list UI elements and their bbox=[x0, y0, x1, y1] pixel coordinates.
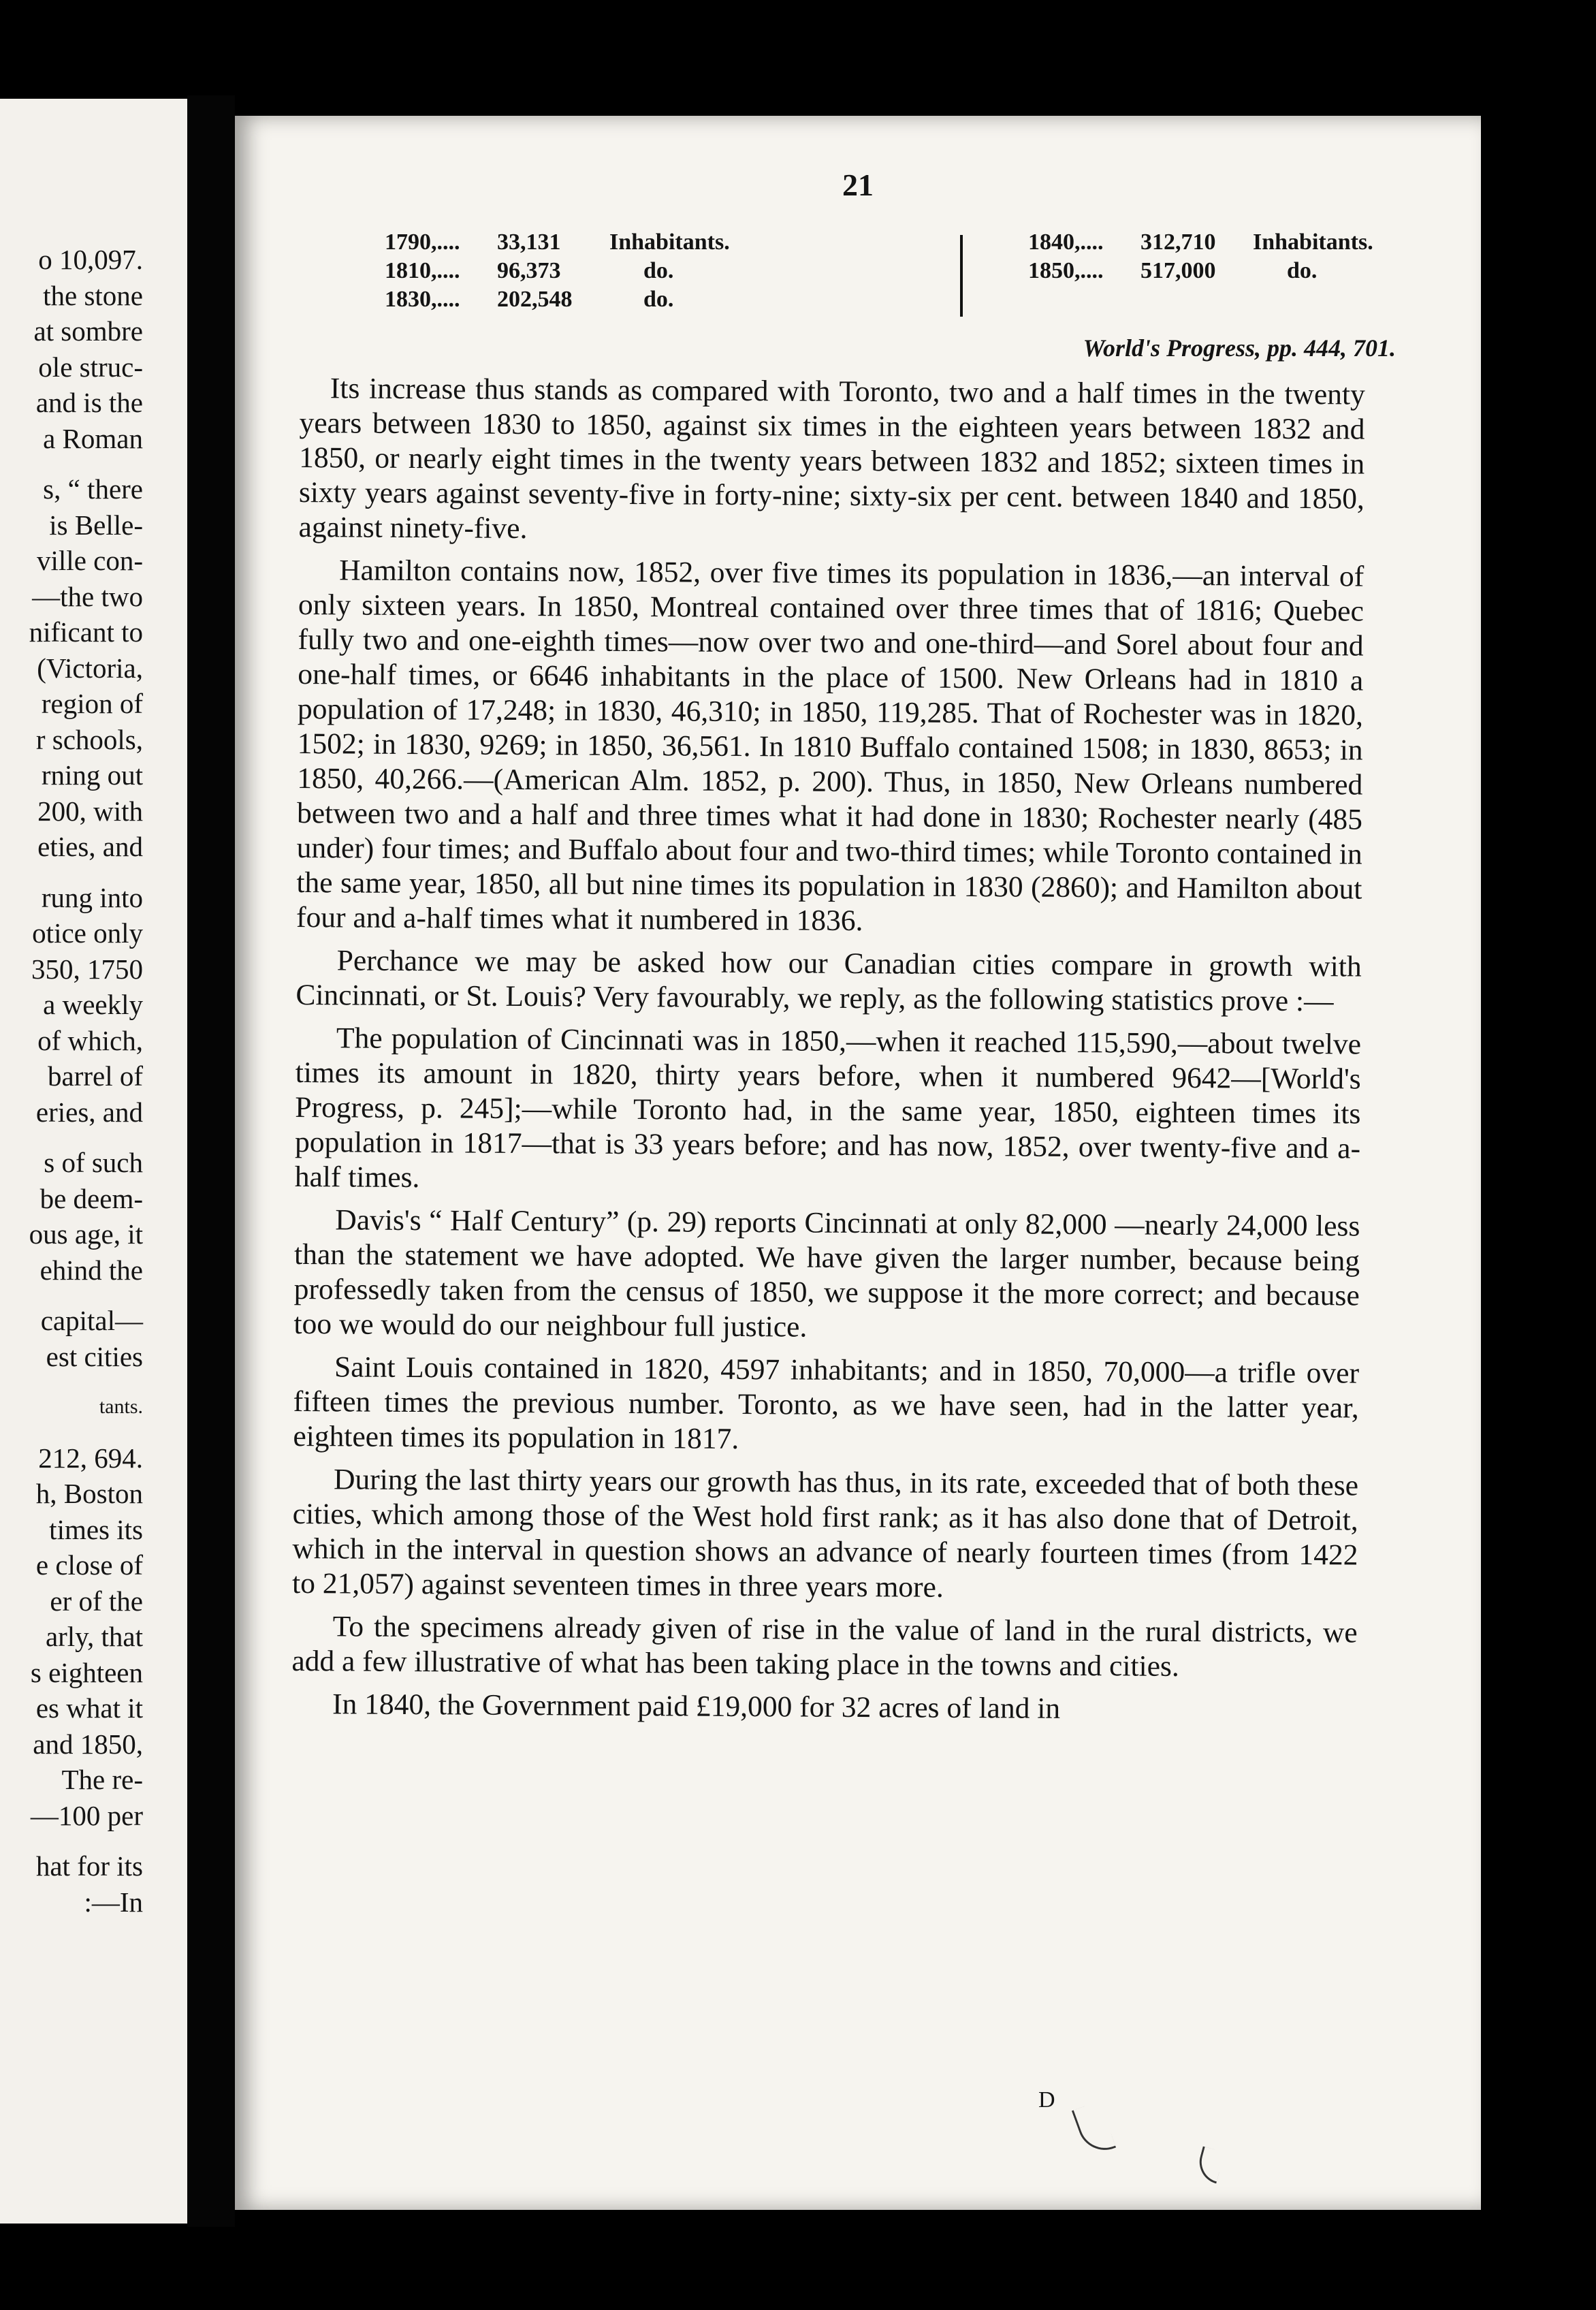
left-page-fragment: 350, 1750 bbox=[31, 953, 143, 985]
left-page-fragment: nificant to bbox=[29, 616, 143, 648]
left-page-fragment: hat for its bbox=[35, 1850, 143, 1882]
citation: World's Progress, pp. 444, 701. bbox=[1083, 334, 1396, 362]
table-year: 1790,.... bbox=[385, 230, 460, 255]
left-page-fragment: tants. bbox=[99, 1395, 143, 1418]
table-row bbox=[1028, 257, 1373, 285]
signature-mark: D bbox=[1038, 2087, 1055, 2113]
left-page-fragment: ville con- bbox=[37, 545, 143, 576]
paragraph: To the specimens already given of rise in the value of land in the rural districts, we add a few illustrative of what has been taking place in the towns and cities. bbox=[291, 1610, 1358, 1683]
table-unit: do. bbox=[643, 287, 674, 312]
left-page-fragment: s, “ there bbox=[43, 473, 143, 505]
left-facing-page bbox=[0, 99, 187, 2224]
left-page-fragment: —100 per bbox=[30, 1799, 143, 1831]
table-year: 1810,.... bbox=[385, 258, 460, 283]
table-unit: do. bbox=[643, 258, 674, 283]
paragraph: Perchance we may be asked how our Canadian cities compare in growth with Cincinnati, or St. Louis? Very favourably, we reply, as the following statistics prove :— bbox=[296, 944, 1362, 1018]
table-value: 33,131 bbox=[497, 230, 561, 255]
left-page-fragment: ole struc- bbox=[38, 351, 143, 383]
left-page-fragment: a Roman bbox=[43, 422, 143, 454]
left-page-fragment: region of bbox=[41, 688, 143, 719]
table-year: 1840,.... bbox=[1028, 230, 1104, 255]
left-page-fragment: 212, 694. bbox=[38, 1442, 143, 1474]
left-page-fragment: h, Boston bbox=[35, 1478, 143, 1509]
left-page-fragment: otice only bbox=[32, 917, 143, 949]
population-table bbox=[385, 228, 1373, 323]
paragraph: During the last thirty years our growth has thus, in its rate, exceeded that of both these cities, which among those of the West hold first rank; as it has also done that of Detroit, which in the interval in question shows an advance of nearly fourteen times (from 1422 to 21,057) against seventeen times in three years more. bbox=[291, 1463, 1359, 1604]
population-table-right bbox=[1028, 228, 1373, 285]
paragraph: Saint Louis contained in 1820, 4597 inhabitants; and in 1850, 70,000—a trifle over fifteen times the previous number. Toronto, as we have seen, had in the latter year, eighteen times its population in 1817. bbox=[293, 1350, 1360, 1455]
paragraph: Its increase thus stands as compared with Toronto, two and a half times in the twenty years between 1830 to 1850, against six times in the eighteen years between 1832 and 1850, or nearly eight times in the twenty years between 1832 and 1852; sixteen times in sixty years against seventy-five in forty-nine; sixty-six per cent. between 1840 and 1850, against ninety-five. bbox=[298, 372, 1365, 545]
left-page-fragment: o 10,097. bbox=[38, 244, 143, 275]
paragraph: Hamilton contains now, 1852, over five times its population in 1836,—an interval of only sixteen years. In 1850, Montreal contained over three times that of 1816; Quebec fully two and one-eighth times—now over two and one-third—and Sorel about four and one-half times, or 6646 inhabitants in the place of 1500. New Orleans had in 1810 a population of 17,248; in 1830, 46,310; in 1850, 119,285. That of Rochester was in 1820, 1502; in 1830, 9269; in 1850, 36,561. In 1810 Buffalo contained 1508; in 1830, 8653; in 1850, 40,266.—(American Alm. 1852, p. 200). Thus, in 1850, New Orleans numbered between two and a half and three times what it had done in 1830; Rochester nearly (485 under) four times; and Buffalo about four and two-third times; while Toronto contained in the same year, 1850, all but nine times its population in 1830 (2860); and Hamilton about four and a-half times what it numbered in 1836. bbox=[296, 554, 1364, 938]
population-table-left bbox=[385, 228, 730, 314]
table-divider bbox=[960, 235, 963, 317]
body-text bbox=[291, 371, 1365, 1737]
left-page-fragment: of which, bbox=[37, 1024, 143, 1056]
table-year: 1830,.... bbox=[385, 287, 460, 312]
left-page-fragment: times its bbox=[49, 1513, 143, 1545]
pen-mark bbox=[1194, 2147, 1224, 2184]
left-page-fragment: the stone bbox=[43, 279, 143, 311]
left-page-fragment: ous age, it bbox=[29, 1218, 143, 1250]
left-page-fragment: and is the bbox=[35, 387, 143, 418]
right-margin bbox=[1481, 95, 1596, 2227]
left-page-fragment: at sombre bbox=[33, 315, 143, 347]
table-unit: Inhabitants. bbox=[1253, 230, 1373, 255]
left-page-fragment: s of such bbox=[44, 1147, 143, 1178]
left-page-fragment: 200, with bbox=[37, 795, 143, 827]
pen-mark bbox=[1072, 2101, 1116, 2157]
book-page bbox=[235, 116, 1481, 2210]
table-row bbox=[385, 285, 730, 314]
left-page-fragment: s eighteen bbox=[30, 1656, 143, 1688]
left-page-fragment: is Belle- bbox=[49, 509, 143, 541]
left-page-fragment: arly, that bbox=[45, 1621, 143, 1652]
left-page-fragment: a weekly bbox=[43, 989, 143, 1020]
paragraph: The population of Cincinnati was in 1850,—when it reached 115,590,—about twelve times its amount in 1820, thirty years before, when it numbered 9642—[World's Progress, p. 245];—while Toronto had, in the same year, 1850, eighteen times its population in 1817—that is 33 years before; and has now, 1852, over twenty-five and a-half times. bbox=[294, 1022, 1362, 1194]
left-page-fragment: er of the bbox=[50, 1585, 143, 1617]
table-value: 312,710 bbox=[1140, 230, 1216, 255]
book-gutter bbox=[187, 95, 235, 2227]
left-page-fragment: —the two bbox=[32, 580, 143, 612]
table-unit: do. bbox=[1287, 258, 1318, 283]
left-page-fragment: e close of bbox=[35, 1549, 143, 1581]
left-page-fragment: r schools, bbox=[35, 723, 143, 755]
left-page-fragment: (Victoria, bbox=[37, 652, 143, 684]
left-page-fragment: ehind the bbox=[39, 1254, 143, 1286]
left-page-fragment: est cities bbox=[46, 1340, 143, 1372]
table-row bbox=[385, 228, 730, 257]
left-page-fragment: eties, and bbox=[37, 831, 143, 862]
left-page-fragment: rung into bbox=[41, 881, 143, 913]
table-value: 202,548 bbox=[497, 287, 573, 312]
table-value: 517,000 bbox=[1140, 258, 1216, 283]
page-number: 21 bbox=[842, 168, 874, 202]
left-page-fragment: :—In bbox=[84, 1886, 143, 1918]
paragraph: Davis's “ Half Century” (p. 29) reports Cincinnati at only 82,000 —nearly 24,000 less than the statement we have adopted. We have given the larger number, because being professedly taken from the census of 1850, we suppose it the more correct; and because too we would do our neighbour full justice. bbox=[293, 1203, 1360, 1344]
left-page-fragment: eries, and bbox=[35, 1096, 143, 1128]
left-page-fragment: and 1850, bbox=[33, 1728, 143, 1760]
table-value: 96,373 bbox=[497, 258, 561, 283]
table-unit: Inhabitants. bbox=[609, 230, 730, 255]
left-page-fragment: capital— bbox=[40, 1305, 143, 1336]
left-page-fragment: rning out bbox=[41, 759, 143, 791]
left-page-fragment: The re- bbox=[61, 1764, 143, 1795]
left-page-fragment: barrel of bbox=[48, 1060, 143, 1092]
left-page-fragment: es what it bbox=[35, 1692, 143, 1724]
table-year: 1850,.... bbox=[1028, 258, 1104, 283]
left-page-fragment: be deem- bbox=[39, 1182, 143, 1214]
table-row bbox=[1028, 228, 1373, 257]
table-row bbox=[385, 257, 730, 285]
paragraph: In 1840, the Government paid £19,000 for 32 acres of land in bbox=[332, 1688, 1061, 1725]
